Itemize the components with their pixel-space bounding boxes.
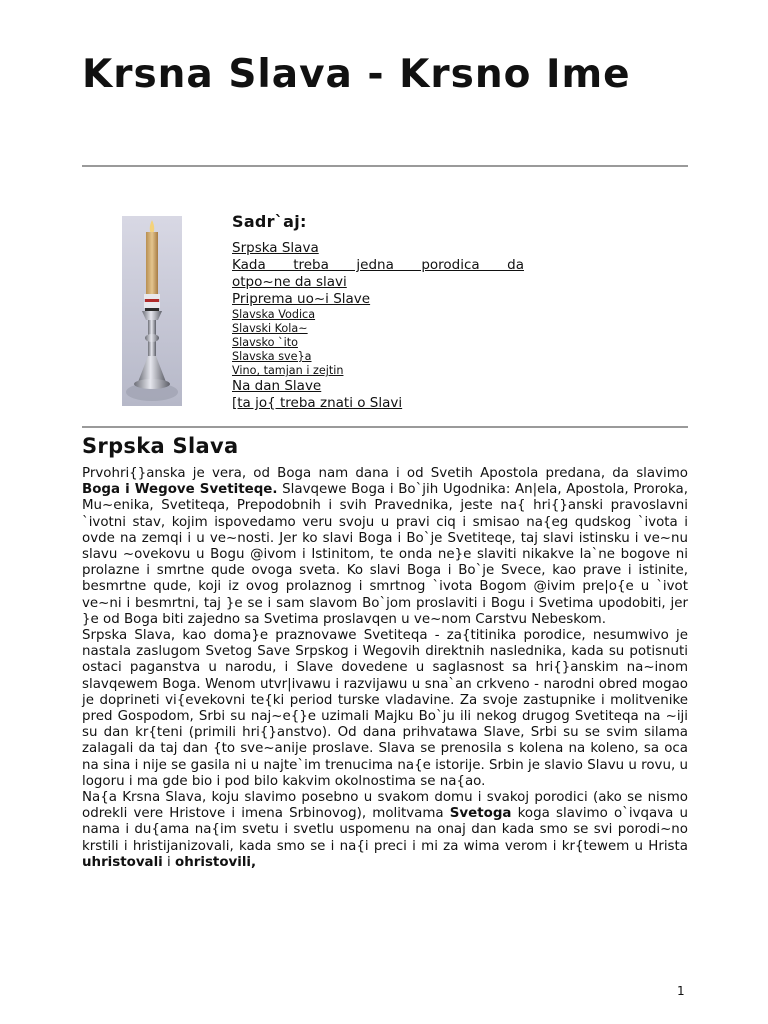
- toc-link-slavsko-zito[interactable]: Slavsko `ito: [232, 336, 298, 349]
- toc-link-kada-treba-cont[interactable]: otpo~ne da slavi: [232, 274, 347, 290]
- p3-bold-svetoga: Svetoga: [449, 806, 512, 822]
- toc-link-sta-jos[interactable]: [ta jo{ treba znati o Slavi: [232, 395, 403, 411]
- toc-link-na-dan-slave[interactable]: Na dan Slave: [232, 378, 322, 394]
- table-of-contents: [232, 212, 524, 412]
- p3-text-c: koga slavimo o`ivqava u nama i du{ama na{im svetu i svetlu uspomenu na onaj dan kada smo se svi porodi~no krstili i hristijanizovali, kada smo se i na{i preci i mi za wima verom i kr{tewem u Hrista: [82, 806, 688, 854]
- toc-link-slavska-sveca[interactable]: Slavska sve}a: [232, 350, 312, 363]
- section-divider: [82, 426, 688, 428]
- p3-bold-ohristovili: ohristovili,: [175, 854, 257, 870]
- toc-link-slavski-kolac[interactable]: Slavski Kola~: [232, 322, 308, 335]
- p1-text-a: Prvohri{}anska je vera, od Boga nam dana i od Svetih Apostola predana, da slavimo: [82, 466, 688, 481]
- toc-heading: Sadr`aj:: [232, 212, 307, 231]
- candle-icon: [122, 216, 182, 406]
- section-body: [82, 466, 688, 871]
- toc-link-srpska-slava[interactable]: Srpska Slava: [232, 240, 319, 256]
- paragraph-2: Srpska Slava, kao doma}e praznovawe Svetiteqa - za{titinika porodice, nesumwivo je nastala zaslugom Svetog Save Srpskog i Wegovih direktnih naslednika, kada su potisnuti ostaci paganstva u narodu, i Slave dovedene u saglasnost sa hri{}anskim na~inom slavqewem Boga. Wenom utvr|ivawu i razvijawu u sna`an crkveno - narodni obred mogao je doprineti vi{evekovni te{ki period turske vladavine. Za svoje zastupnike i molitvenike pred Gospodom, Srbi su naj~e{}e uzimali Majku Bo`ju ili nekog drugog Svetiteqa na ~iji su dan kr{teni (primili hri{}anstvo). Od dana prihvatawa Slave, Srbi su se svim silama zalagali da taj dan {to sve~anije proslave. Slava se prenosila s kolena na koleno, sa oca na sina i nije se gasila ni u najte`im trenucima na{e istorije. Srbin je slavio Slavu u rovu, u logoru i ma gde bio i pod bilo kakvim okolnostima se na{ao.: [82, 628, 688, 789]
- p1-bold: Boga i Wegove Svetiteqe.: [82, 482, 278, 498]
- p3-text-e: i: [162, 854, 176, 870]
- p1-text-c: Slavqewe Boga i Bo`jih Ugodnika: An|ela, Apostola, Proroka, Mu~enika, Svetiteqa, Prepodobnih i svih Pravednika, jeste na{ hri{}anski pravoslavni `ivotni stav, kojim ispovedamo veru svoju u pravi ciq i smisao na{eg qudskog `ivota i ovde na zemqi i u ve~nosti. Jer ko slavi Boga i Bo`je Svetiteqe, taj slavi istinsku i ve~nu slavu ~ovekovu u Bogu @ivom i Istinitom, te onda ne}e slaviti nikakve la`ne bogove ni prolazne i smrtne qude ovoga sveta. Ko slavi Boga i Bo`je Svece, kao prave i istinite, besmrtne qude, koji iz ovog prolaznog i smrtnog `ivota Bogom @ivim pre|o{e u `ivot ve~ni i besmrtni, taj }e se i sam slavom Bo`jom proslaviti i Bogu i Svetima upodobiti, jer }e od Boga biti zajedno sa Svetima proslavqen u ve~nom Carstvu Nebeskom.: [82, 482, 688, 627]
- p3-text-a: Na{a Krsna Slava, koju slavimo posebno u svakom domu i svakoj porodici (ako se nismo odrekli vere Hristove i imena Srbinovog), molitvama: [82, 790, 688, 822]
- p3-bold-uhristovali: uhristovali: [82, 854, 163, 870]
- page-title: Krsna Slava - Krsno Ime: [82, 52, 631, 97]
- toc-link-slavska-vodica[interactable]: Slavska Vodica: [232, 308, 316, 321]
- title-divider: [82, 165, 688, 167]
- toc-link-priprema[interactable]: Priprema uo~i Slave: [232, 291, 371, 307]
- paragraph-1: [82, 466, 688, 628]
- toc-link-kada-treba[interactable]: Kada treba jedna porodica da: [232, 257, 524, 273]
- candle-image: [122, 216, 182, 406]
- page-number: 1: [677, 984, 685, 998]
- paragraph-3: [82, 790, 688, 871]
- section-heading: Srpska Slava: [82, 434, 239, 458]
- toc-link-vino-tamjan[interactable]: Vino, tamjan i zejtin: [232, 364, 344, 377]
